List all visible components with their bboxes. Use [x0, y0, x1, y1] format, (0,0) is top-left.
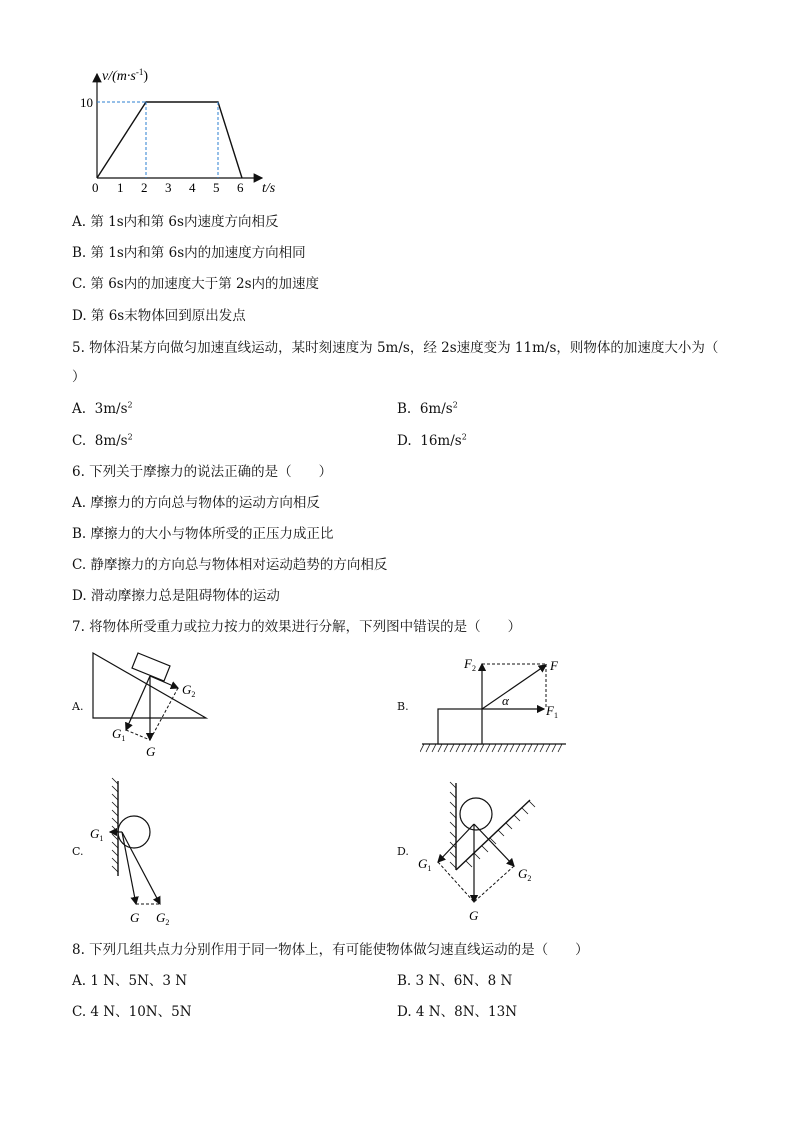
q8-stem: 8. 下列几组共点力分别作用于同一物体上，有可能使物体做匀速直线运动的是（ ） — [72, 942, 589, 958]
y-axis-label: $v/(m\cdot s^{-1})$ — [102, 67, 148, 84]
q8-option-b: B. 3 N、6N、8 N — [397, 973, 513, 989]
arrow-g2 — [474, 824, 514, 866]
q6-option-c: C. 静摩擦力的方向总与物体相对运动趋势的方向相反 — [72, 557, 388, 573]
q5-option-a: A. $3m/s^2$ — [72, 400, 133, 417]
diagram-d-wall-incline — [412, 778, 552, 926]
label-g: G — [146, 744, 156, 759]
label-f2: $F_2$ — [464, 656, 476, 673]
label-f1: $F_1$ — [546, 703, 558, 720]
q5-option-d: D. $16m/s^2$ — [397, 432, 467, 449]
q8-option-d: D. 4 N、8N、13N — [397, 1004, 518, 1020]
x-tick-5: 5 — [213, 180, 220, 195]
label-g1: $G_1$ — [90, 826, 104, 843]
x-tick-0: 0 — [92, 180, 99, 195]
q5-option-c: C. $8m/s^2$ — [72, 432, 133, 449]
q6-stem: 6. 下列关于摩擦力的说法正确的是（ ） — [72, 464, 333, 480]
velocity-time-graph — [80, 66, 300, 196]
q5-stem-end: ） — [72, 369, 86, 385]
arrow-g — [122, 832, 136, 904]
q4-option-d: D. 第 6s末物体回到原出发点 — [72, 308, 246, 324]
q6-option-d: D. 滑动摩擦力总是阻碍物体的运动 — [72, 588, 280, 604]
x-tick-1: 1 — [117, 180, 124, 195]
arrow-g1 — [126, 676, 150, 730]
arrow-g2 — [122, 832, 160, 904]
q7-stem: 7. 将物体所受重力或拉力按力的效果进行分解，下列图中错误的是（ ） — [72, 619, 522, 635]
q8-option-c: C. 4 N、10N、5N — [72, 1004, 192, 1020]
q7-label-c: C. — [72, 845, 84, 858]
y-tick-10: 10 — [80, 95, 93, 110]
label-alpha: α — [502, 693, 509, 708]
label-g2: $G_2$ — [518, 866, 532, 883]
q4-option-b: B. 第 1s内和第 6s内的加速度方向相同 — [72, 245, 306, 261]
q4-option-a: A. 第 1s内和第 6s内速度方向相反 — [72, 214, 279, 230]
q6-option-b: B. 摩擦力的大小与物体所受的正压力成正比 — [72, 526, 334, 542]
x-tick-3: 3 — [165, 180, 172, 195]
label-g1: $G_1$ — [112, 726, 126, 743]
arrow-f — [482, 665, 546, 709]
label-g: G — [130, 910, 140, 925]
diagram-a-incline — [88, 648, 218, 763]
diagram-c-wall — [88, 776, 198, 928]
label-f: F — [550, 658, 558, 673]
x-tick-6: 6 — [237, 180, 244, 195]
q5-option-b: B. $6m/s^2$ — [397, 400, 458, 417]
label-g2: $G_2$ — [156, 910, 170, 927]
q5-stem: 5. 物体沿某方向做匀加速直线运动，某时刻速度为 5m/s，经 2s速度变为 11m/s，则物体的加速度大小为（ — [72, 340, 719, 356]
q7-label-a: A. — [72, 700, 84, 713]
ball — [118, 816, 150, 848]
q8-option-a: A. 1 N、5N、3 N — [72, 973, 188, 989]
diagram-b-pull — [420, 652, 570, 757]
label-g2: $G_2$ — [182, 682, 196, 699]
q7-label-b: B. — [397, 700, 409, 713]
q6-option-a: A. 摩擦力的方向总与物体的运动方向相反 — [72, 495, 320, 511]
x-tick-2: 2 — [141, 180, 148, 195]
label-g: G — [469, 908, 479, 923]
velocity-line — [97, 102, 242, 178]
label-g1: $G_1$ — [418, 856, 432, 873]
q7-label-d: D. — [397, 845, 409, 858]
block — [438, 709, 482, 744]
x-axis-label: t/s — [262, 181, 276, 196]
q4-option-c: C. 第 6s内的加速度大于第 2s内的加速度 — [72, 276, 320, 292]
ball — [460, 798, 492, 830]
x-tick-4: 4 — [189, 180, 196, 195]
